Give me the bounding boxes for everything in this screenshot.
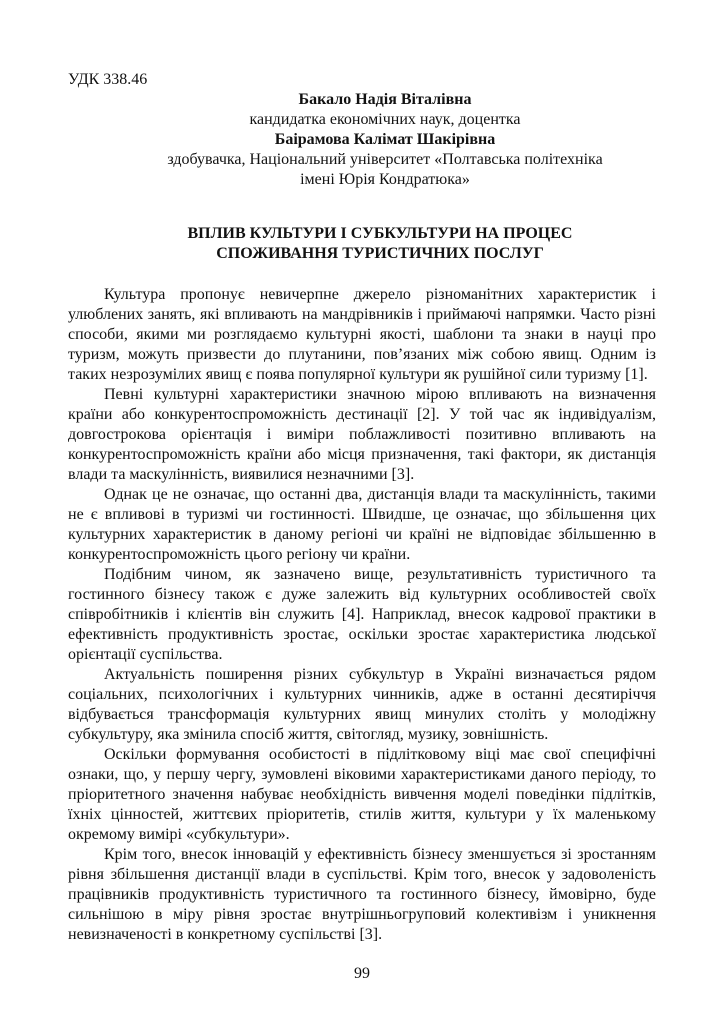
title-line: ВПЛИВ КУЛЬТУРИ І СУБКУЛЬТУРИ НА ПРОЦЕС	[187, 225, 573, 242]
body-text	[68, 285, 656, 945]
author-affiliation: здобувачка, Національний університет «Полтавська політехніка	[167, 151, 603, 168]
paragraph: Актуальність поширення різних субкультур в Україні визначається рядом соціальних, психологічних і культурних чинників, адже в останні десятиріччя відбувається трансформація культурних явищ минулих століть у молодіжну субкультуру, яка змінила спосіб життя, світогляд, музику, зовнішність.	[68, 666, 656, 743]
author-affiliation: кандидатка економічних наук, доцентка	[249, 111, 521, 128]
paragraph: Однак це не означає, що останні два, дистанція влади та маскулінність, такими не є впливові в туризмі чи гостинності. Швидше, це означає, що збільшення цих культурних характеристик в даному регіоні чи країні не відповідає збільшенню в конкурентоспроможність цього регіону чи країни.	[68, 486, 656, 563]
title-line: СПОЖИВАННЯ ТУРИСТИЧНИХ ПОСЛУГ	[216, 245, 544, 262]
udk-code: УДК 338.46	[68, 71, 148, 88]
author-affiliation: імені Юрія Кондратюка»	[300, 171, 470, 188]
paragraph: Культура пропонує невичерпне джерело різноманітних характеристик і улюблених занять, які впливають на мандрівників і приймаючі напрямки. Часто різні способи, якими ми розглядаємо культурні якості, шаблони та знаки в науці про туризм, можуть призвести до плутанини, пов’язаних між собою явищ. Одним із таких незрозумілих явищ є поява популярної культури як рушійної сили туризму [1].	[68, 286, 656, 383]
paper-title	[100, 224, 660, 264]
author-block	[150, 90, 620, 190]
author-name: Баірамова Калімат Шакірівна	[274, 131, 496, 148]
page-number: 99	[354, 965, 370, 982]
paragraph: Крім того, внесок інновацій у ефективність бізнесу зменшується зі зростанням рівня збільшення дистанції влади в суспільстві. Крім того, внесок у задоволеність працівників продуктивність туристичного та гостинного бізнесу, ймовірно, буде сильнішою в міру рівня зростає внутрішньогруповий колективізм і уникнення невизначеності в конкретному суспільстві [3].	[68, 846, 656, 943]
paragraph: Певні культурні характеристики значною мірою впливають на визначення країни або конкурентоспроможність дестинації [2]. У той час як індивідуалізм, довгострокова орієнтація і виміри поблажливості позитивно впливають на конкурентоспроможність країни або місця призначення, такі фактори, як дистанція влади та маскулінність, виявилися незначними [3].	[68, 386, 656, 483]
paragraph: Подібним чином, як зазначено вище, результативність туристичного та гостинного бізнесу також є дуже залежить від культурних особливостей своїх співробітників і клієнтів він служить [4]. Наприклад, внесок кадрової практики в ефективність продуктивність зростає, оскільки зростає характеристика людської орієнтації суспільства.	[68, 566, 656, 663]
paragraph: Оскільки формування особистості в підлітковому віці має свої специфічні ознаки, що, у першу чергу, зумовлені віковими характеристиками даного періоду, то пріоритетного значення набуває необхідність вивчення моделі поведінки підлітків, їхніх цінностей, життєвих пріоритетів, стилів життя, культури у їх маленькому окремому вимірі «субкультури».	[68, 746, 656, 843]
author-name: Бакало Надія Віталівна	[298, 91, 472, 108]
